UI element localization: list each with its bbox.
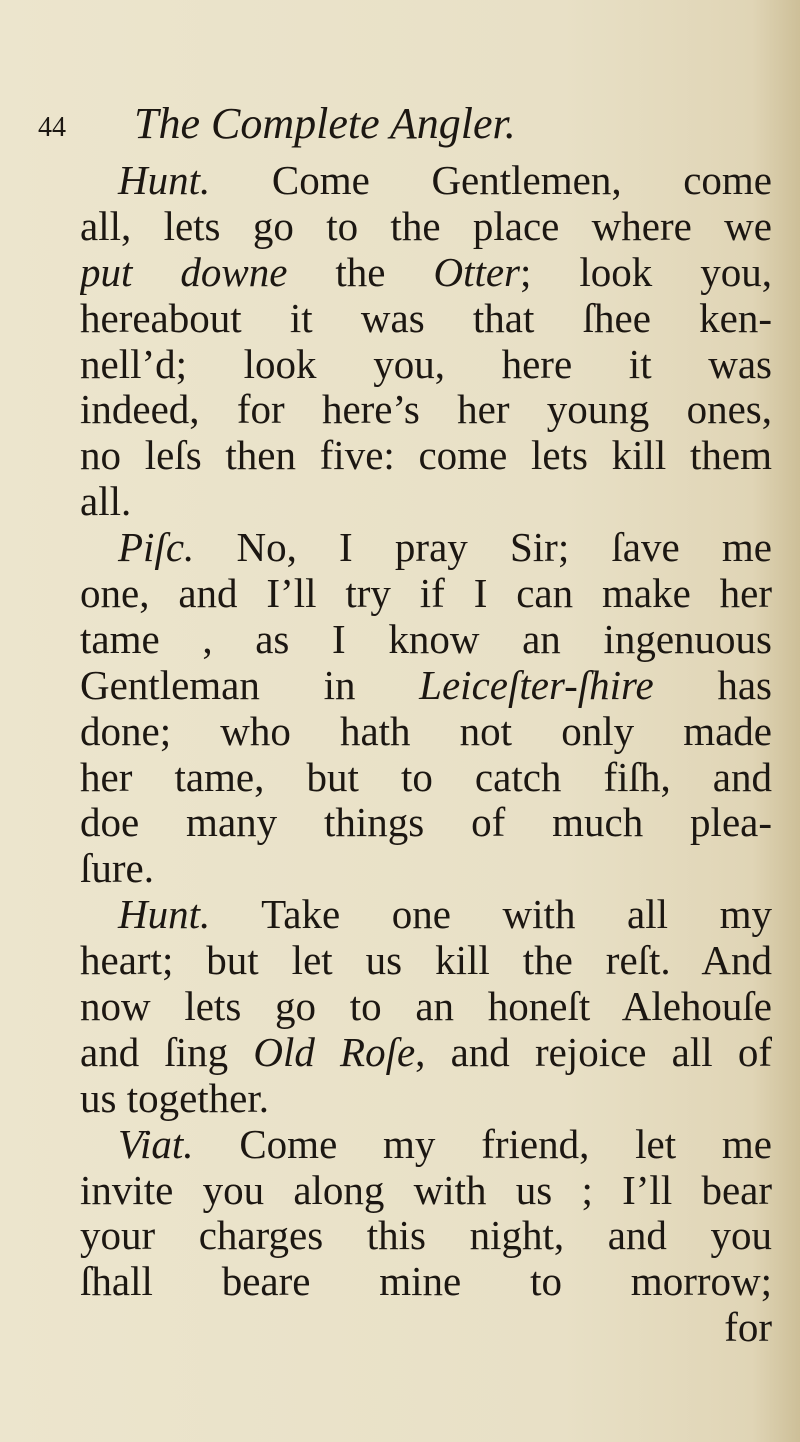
italic-text: Viat. bbox=[118, 1121, 194, 1167]
text-run: no leſs then five: come lets kill them bbox=[80, 433, 772, 479]
text-line bbox=[80, 342, 772, 388]
text-line bbox=[80, 525, 772, 571]
text-run: and ſing bbox=[80, 1029, 254, 1075]
text-run: us together. bbox=[80, 1075, 270, 1121]
italic-text: Otter bbox=[433, 249, 521, 295]
running-head: The Complete Angler. bbox=[134, 99, 516, 148]
text-run: , and rejoice all of bbox=[415, 1029, 772, 1075]
italic-text: Hunt. bbox=[118, 158, 211, 203]
text-run: nell’d; look you, here it was bbox=[80, 341, 772, 387]
text-run: all. bbox=[80, 479, 132, 525]
text-line bbox=[80, 892, 772, 938]
text-line bbox=[80, 984, 772, 1030]
text-run: done; who hath not only made bbox=[80, 708, 772, 754]
text-line bbox=[80, 433, 772, 479]
text-run: has bbox=[653, 662, 772, 708]
text-run: the bbox=[287, 249, 434, 295]
text-line bbox=[80, 800, 772, 846]
text-line bbox=[80, 1259, 772, 1305]
text-run: tame , as I know an ingenuous bbox=[80, 616, 772, 662]
italic-text: Leiceſter-ſhire bbox=[419, 662, 654, 708]
text-run: No, I pray Sir; ſave me bbox=[194, 525, 772, 571]
text-run: for bbox=[724, 1305, 772, 1351]
text-line bbox=[80, 617, 772, 663]
text-run: hereabout it was that ſhee ken- bbox=[80, 295, 772, 341]
text-run: ſhall beare mine to morrow; bbox=[80, 1259, 772, 1305]
text-line bbox=[80, 479, 772, 525]
text-line bbox=[80, 250, 772, 296]
page-header bbox=[38, 98, 760, 148]
text-line bbox=[80, 846, 772, 892]
text-run: now lets go to an honeſt Alehouſe bbox=[80, 984, 772, 1030]
text-line bbox=[80, 1213, 772, 1259]
body-text bbox=[80, 158, 772, 1351]
text-line bbox=[80, 387, 772, 433]
text-run: Come Gentlemen, come bbox=[210, 158, 772, 203]
text-line bbox=[80, 1168, 772, 1214]
catchword-line bbox=[80, 1305, 772, 1351]
text-run: Come my friend, let me bbox=[193, 1121, 772, 1167]
text-line bbox=[80, 204, 772, 250]
text-run: your charges this night, and you bbox=[80, 1213, 772, 1259]
text-line bbox=[80, 571, 772, 617]
text-line bbox=[80, 1076, 772, 1122]
page-number: 44 bbox=[38, 112, 66, 143]
text-line bbox=[80, 1030, 772, 1076]
text-run: heart; but let us kill the reſt. And bbox=[80, 938, 772, 984]
text-line bbox=[80, 663, 772, 709]
text-run: Gentleman in bbox=[80, 662, 420, 708]
text-run: all, lets go to the place where we bbox=[80, 203, 772, 249]
text-run: ſure. bbox=[80, 846, 154, 892]
italic-text: Hunt. bbox=[118, 892, 211, 938]
italic-text: Piſc. bbox=[118, 525, 195, 571]
italic-text: put downe bbox=[80, 249, 288, 295]
text-line bbox=[80, 709, 772, 755]
text-run: one, and I’ll try if I can make her bbox=[80, 571, 772, 617]
text-run: her tame, but to catch fiſh, and bbox=[80, 754, 772, 800]
text-run: indeed, for here’s her young ones, bbox=[80, 387, 772, 433]
text-run: doe many things of much plea- bbox=[80, 800, 772, 846]
italic-text: Old Roſe bbox=[253, 1029, 416, 1075]
text-line bbox=[80, 158, 772, 204]
text-line bbox=[80, 1122, 772, 1168]
text-line bbox=[80, 296, 772, 342]
text-line bbox=[80, 938, 772, 984]
text-run: ; look you, bbox=[520, 249, 772, 295]
text-run: invite you along with us ; I’ll bear bbox=[80, 1167, 772, 1213]
text-line bbox=[80, 755, 772, 801]
text-run: Take one with all my bbox=[210, 892, 772, 938]
